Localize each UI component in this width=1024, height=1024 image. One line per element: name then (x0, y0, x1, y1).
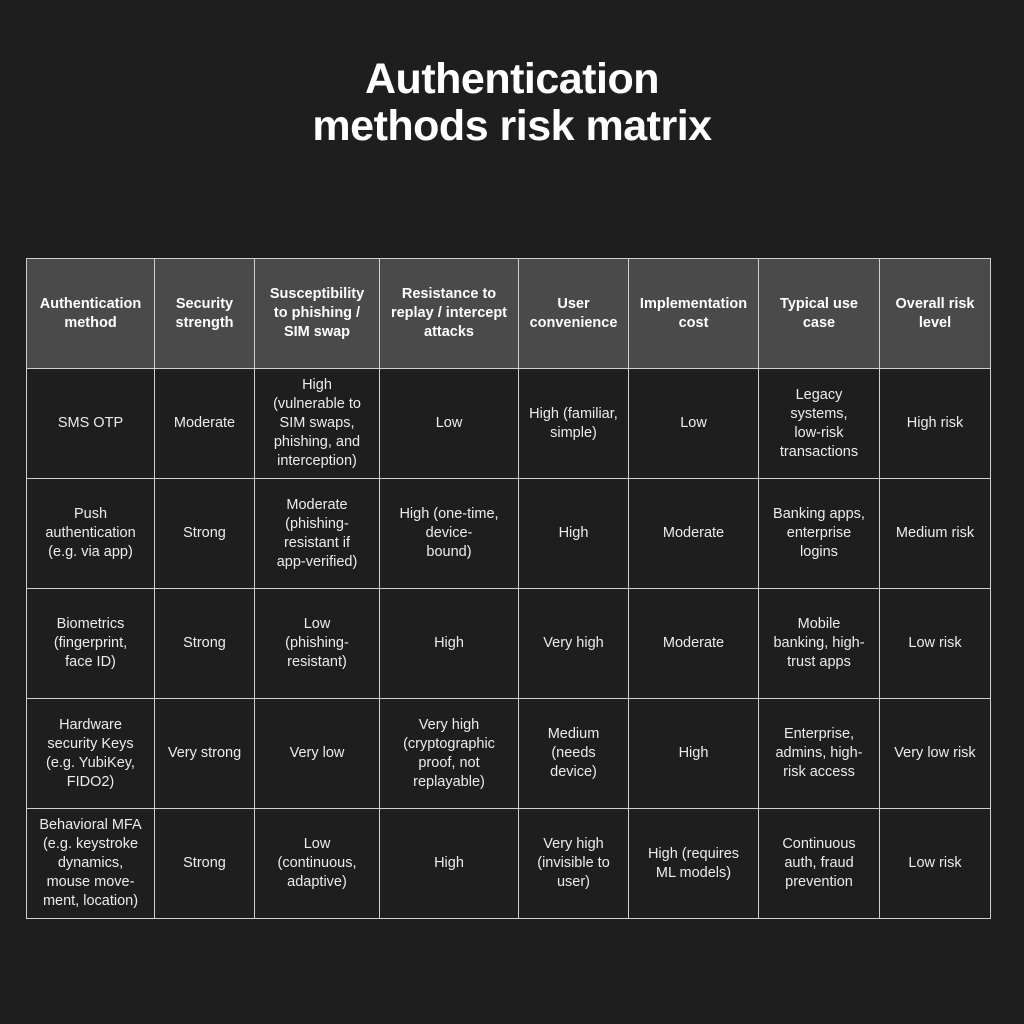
table-cell: Enterprise, admins, high- risk access (759, 699, 880, 809)
table-cell: High (629, 699, 759, 809)
column-header: Authentication method (27, 259, 155, 369)
table-cell: High risk (880, 369, 991, 479)
table-cell: SMS OTP (27, 369, 155, 479)
table-cell: Low risk (880, 589, 991, 699)
table-cell: Strong (155, 809, 255, 919)
table-cell: Strong (155, 589, 255, 699)
column-header: Security strength (155, 259, 255, 369)
table-cell: Continuous auth, fraud prevention (759, 809, 880, 919)
table-cell: Moderate (629, 589, 759, 699)
table-cell: Low (continuous, adaptive) (255, 809, 380, 919)
table-row (27, 809, 991, 919)
table-cell: Low (380, 369, 519, 479)
table-row (27, 479, 991, 589)
table-cell: Medium risk (880, 479, 991, 589)
table-cell: Very high (519, 589, 629, 699)
table-cell: Hardware security Keys (e.g. YubiKey, FIDO2) (27, 699, 155, 809)
table-cell: Mobile banking, high- trust apps (759, 589, 880, 699)
table-cell: Strong (155, 479, 255, 589)
table-cell: Very low risk (880, 699, 991, 809)
table-cell: Moderate (155, 369, 255, 479)
table-row (27, 589, 991, 699)
table-cell: Very high (invisible to user) (519, 809, 629, 919)
table-cell: High (one-time, device- bound) (380, 479, 519, 589)
table-cell: High (380, 589, 519, 699)
risk-matrix-table (26, 258, 991, 919)
table-cell: Banking apps, enterprise logins (759, 479, 880, 589)
page-title: Authentication methods risk matrix (312, 55, 712, 150)
table-cell: Moderate (629, 479, 759, 589)
column-header: Overall risk level (880, 259, 991, 369)
table-cell: Biometrics (fingerprint, face ID) (27, 589, 155, 699)
table-cell: Very high (cryptographic proof, not replayable) (380, 699, 519, 809)
table-row (27, 699, 991, 809)
table-row (27, 369, 991, 479)
table-cell: Low risk (880, 809, 991, 919)
table-cell: Very strong (155, 699, 255, 809)
table-cell: High (vulnerable to SIM swaps, phishing, and interception) (255, 369, 380, 479)
column-header: Implementation cost (629, 259, 759, 369)
table-cell: Medium (needs device) (519, 699, 629, 809)
table-cell: High (requires ML models) (629, 809, 759, 919)
column-header: Typical use case (759, 259, 880, 369)
table-cell: High (familiar, simple) (519, 369, 629, 479)
table-cell: Very low (255, 699, 380, 809)
table-cell: Low (phishing- resistant) (255, 589, 380, 699)
table-cell: Push authentication (e.g. via app) (27, 479, 155, 589)
table-cell: Behavioral MFA (e.g. keystroke dynamics, mouse move- ment, location) (27, 809, 155, 919)
column-header: User convenience (519, 259, 629, 369)
table-cell: Moderate (phishing- resistant if app-verified) (255, 479, 380, 589)
table-cell: Low (629, 369, 759, 479)
table-cell: High (380, 809, 519, 919)
header-row (27, 259, 991, 369)
table-cell: High (519, 479, 629, 589)
column-header: Susceptibility to phishing / SIM swap (255, 259, 380, 369)
table-cell: Legacy systems, low-risk transactions (759, 369, 880, 479)
column-header: Resistance to replay / intercept attacks (380, 259, 519, 369)
